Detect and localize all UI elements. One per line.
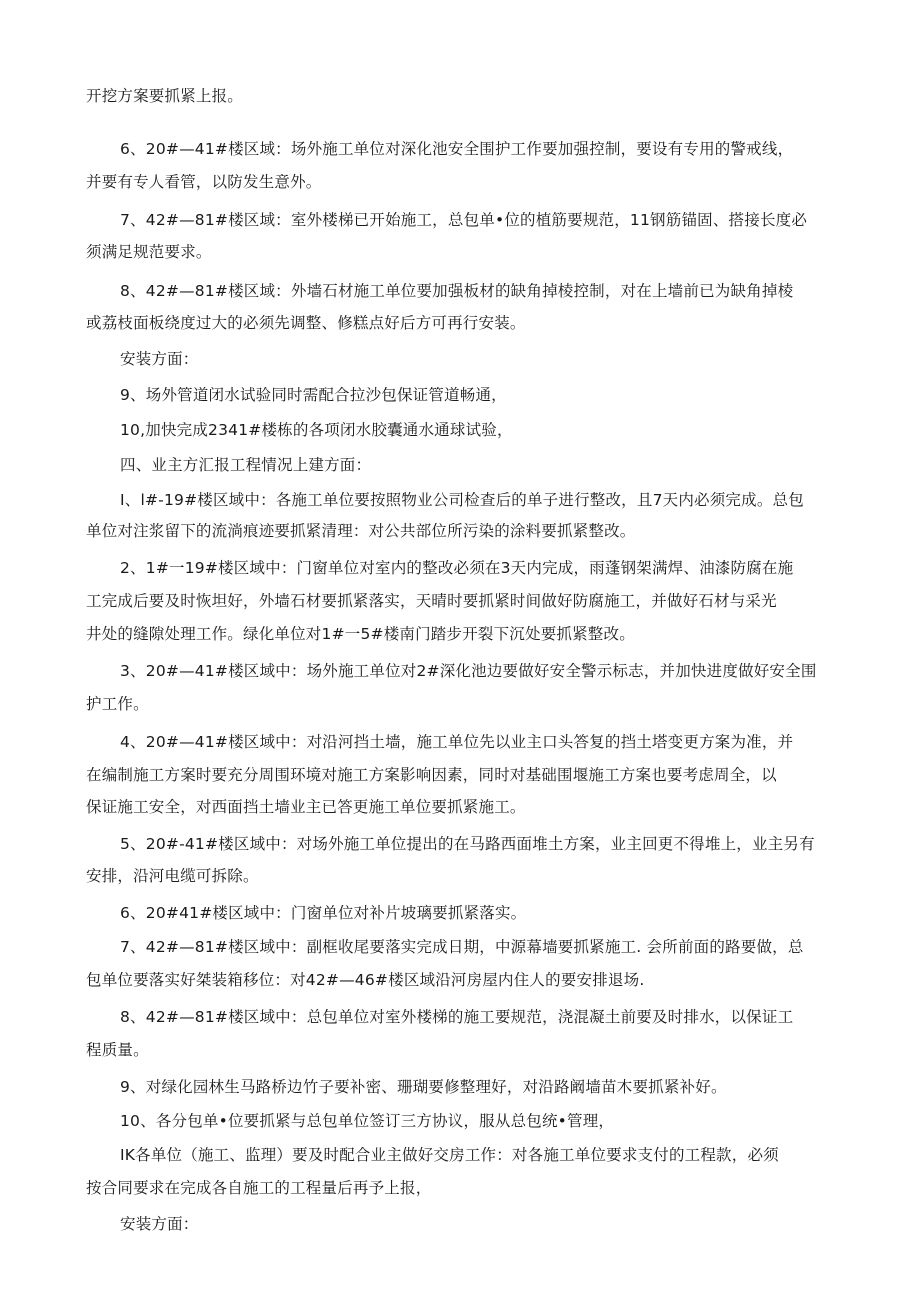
text-line: I、l#-19#楼区域中：各施工单位要按照物业公司检查后的单子进行整改，且7天内必须完成。总包 — [120, 491, 804, 509]
text-line: 安排，沿河电缆可拆除。 — [86, 867, 259, 885]
text-line: IK各单位（施工、监理）要及时配合业主做好交房工作：对各施工单位要求支付的工程款，必须 — [120, 1146, 779, 1164]
text-line: 并要有专人看管，以防发生意外。 — [86, 173, 322, 191]
section-heading: 安装方面： — [120, 1215, 199, 1233]
text-line: 6、20#—41#楼区域：场外施工单位对深化池安全围护工作要加强控制，要设有专用的警戒线， — [120, 140, 794, 158]
text-line: 7、42#—81#楼区域：室外楼梯已开始施工，总包单•位的植筋要规范，11钢筋锚固、搭接长度必 — [120, 211, 808, 229]
text-line: 单位对注浆留下的流淌痕迹要抓紧清理：对公共部位所污染的涂料要抓紧整改。 — [86, 522, 636, 540]
text-line: 5、20#-41#楼区域中：对场外施工单位提出的在马路西面堆土方案，业主回更不得堆上，业主另有 — [120, 835, 815, 853]
text-line: 包单位要落实好桀装箱移位：对42#—46#楼区域沿河房屋内住人的要安排退场. — [86, 971, 645, 989]
text-line: 在编制施工方案时要充分周围环境对施工方案影响因素，同时对基础围堰施工方案也要考虑周全，以 — [86, 766, 777, 784]
text-line: 10、各分包单•位要抓紧与总包单位签订三方协议，服从总包统•管理， — [120, 1112, 615, 1130]
text-line: 10,加快完成2341#楼栋的各项闭水胶囊通水通球试验， — [120, 421, 513, 439]
text-line: 工完成后要及时恢坦好，外墙石材要抓紧落实，天晴时要抓紧时间做好防腐施工，并做好石材与采光 — [86, 592, 777, 610]
text-line: 7、42#—81#楼区域中：副框收尾要落实完成日期，中源幕墙要抓紧施工. 会所前面的路要做，总 — [120, 938, 804, 956]
text-line: 6、20#41#楼区域中：门窗单位对补片坡璃要抓紧落实。 — [120, 904, 527, 922]
text-line: 3、20#—41#楼区域中：场外施工单位对2#深化池边要做好安全警示标志，并加快进度做好安全围 — [120, 662, 817, 680]
text-line: 保证施工安全，对西面挡土墙业主已答更施工单位要抓紧施工。 — [86, 798, 526, 816]
section-heading: 四、业主方汇报工程情况上建方面： — [120, 456, 372, 474]
text-line: 2、1#一19#楼区域中：门窗单位对室内的整改必须在3天内完成，雨蓬钢架满焊、油漆防腐在施 — [120, 559, 794, 577]
text-line: 开挖方案要抓紧上报。 — [86, 87, 244, 105]
text-line: 8、42#—81#楼区域中：总包单位对室外楼梯的施工要规范，浇混凝土前要及时排水，以保证工 — [120, 1008, 794, 1026]
text-line: 8、42#—81#楼区域：外墙石材施工单位要加强板材的缺角掉棱控制，对在上墙前已为缺角掉棱 — [120, 282, 794, 300]
text-line: 按合同要求在完成各自施工的工程量后再予上报， — [86, 1179, 432, 1197]
text-line: 护工作。 — [86, 695, 149, 713]
text-line: 井处的缝隙处理工作。绿化单位对1#一5#楼南门踏步开裂下沉处要抓紧整改。 — [86, 625, 635, 643]
text-line: 须满足规范要求。 — [86, 243, 212, 261]
text-line: 9、对绿化园林生马路桥边竹子要补密、珊瑚要修整理好，对沿路阚墙苗木要抓紧补好。 — [120, 1078, 727, 1096]
text-line: 9、场外管道闭水试验同时需配合拉沙包保证管道畅通， — [120, 386, 507, 404]
text-line: 程质量。 — [86, 1041, 149, 1059]
section-heading: 安装方面： — [120, 350, 199, 368]
text-line: 4、20#—41#楼区域中：对沿河挡土墙，施工单位先以业主口头答复的挡土塔变更方案为准，并 — [120, 733, 794, 751]
text-line: 或荔枝面板绕度过大的必须先调整、修糕点好后方可再行安装。 — [86, 314, 526, 332]
